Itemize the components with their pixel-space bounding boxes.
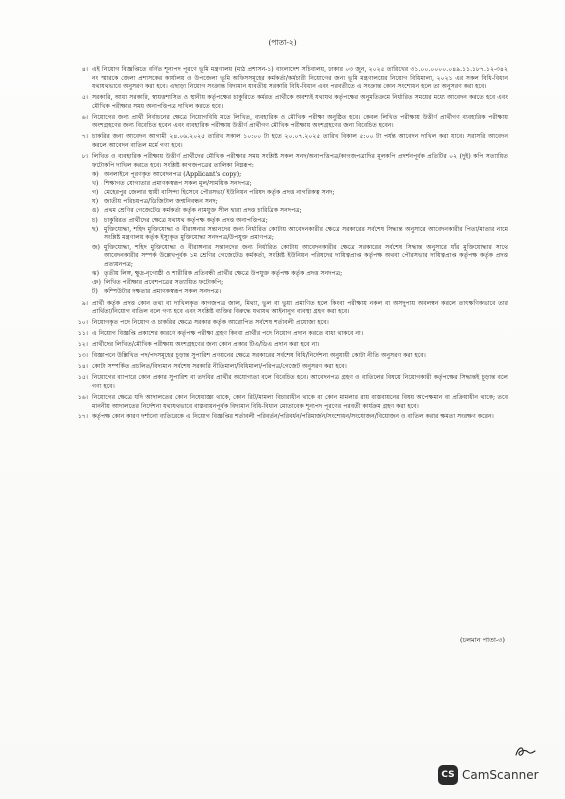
- continued-label: (চলমান পাতা-৩): [460, 636, 505, 644]
- checklist-letter: ঘ): [92, 198, 99, 206]
- checklist-letter: ঙ): [92, 207, 99, 215]
- checklist-text: তৃতীয় লিঙ্গ, ক্ষুদ্র-নৃগোষ্ঠী ও শারীরিক প্রতিবন্ধী প্রার্থীর ক্ষেত্রে উপযুক্ত কর্তৃপক্ষ কর্তৃক প্রদত্ত সনদপত্র;: [104, 269, 343, 277]
- condition-number: ১৭।: [77, 413, 88, 421]
- checklist-text: জাতীয় পরিচয়পত্র/ডিজিটাল জন্মনিবন্ধন সনদ;: [104, 198, 218, 206]
- condition-number: ১৫।: [77, 374, 88, 382]
- condition-number: ১০।: [77, 319, 88, 327]
- condition-item: [68, 66, 508, 92]
- signature-mark: [512, 742, 538, 760]
- checklist-text: মুক্তিযোদ্ধা, শহিদ মুক্তিযোদ্ধা ও বীরাঙ্গনার সন্তানদের জন্য নির্ধারিত কোটায় আবেদনকারীর ক্ষেত্রে সরকারের সর্বশেষ সিদ্ধান্ত অনুসারে যাঁর মুক্তিযোদ্ধার সাথে আবেদনকারীর সম্পর্ক উল্লেখপূর্বক ১ম শ্রেণির গেজেটেড কর্মকর্তা, সংশ্লিষ্ট ইউনিয়ন পরিষদের দায়িত্বপ্রাপ্ত কর্তৃপক্ষ অথবা পৌরসভার দায়িত্বপ্রাপ্ত কর্তৃপক্ষ কর্তৃক প্রদত্ত প্রত্যয়নপত্র;: [104, 243, 508, 268]
- document-checklist-item: [92, 279, 508, 288]
- condition-body: [92, 133, 508, 150]
- condition-number: ১৩।: [77, 352, 88, 360]
- condition-body: [92, 66, 508, 92]
- condition-item: [68, 394, 508, 411]
- checklist-letter: ক): [92, 170, 99, 178]
- document-checklist: [92, 171, 508, 297]
- document-checklist-item: [92, 207, 508, 216]
- condition-body: [92, 300, 508, 317]
- document-checklist-item: [92, 270, 508, 279]
- document-checklist-item: [92, 217, 508, 226]
- checklist-letter: খ): [92, 179, 99, 187]
- condition-item: [68, 330, 508, 339]
- condition-text: প্রার্থী কর্তৃক প্রদত্ত কোন তথ্য বা দাখিলকৃত কাগজপত্র জাল, মিথ্যা, ভুল বা ভুয়া প্রমাণিত হলে কিংবা পরীক্ষায় নকল বা অসদুপায় অবলম্বন করলে তাৎক্ষণিকভাবে তার প্রার্থিতা/নিয়োগ বাতিল বলে গণ্য হবে এবং সংশ্লিষ্ট ব্যক্তির বিরুদ্ধে যথাযথ আইনানুগ ব্যবস্থা গ্রহণ করা হবে।: [92, 299, 508, 316]
- condition-item: [68, 300, 508, 317]
- checklist-text: লিখিত পরীক্ষার প্রবেশপত্রের সত্যায়িত ফটোকপি;: [104, 279, 224, 287]
- condition-text: সরকারি, আধা সরকারি, স্বায়ত্তশাসিত ও স্থানীয় কর্তৃপক্ষের চাকুরিতে কর্মরত প্রার্থীকে অবশ্যই যথাযথ কর্তৃপক্ষের অনুমতিক্রমে নির্ধারিত সময়ের মধ্যে আবেদন করতে হবে এবং মৌখিক পরীক্ষার সময় অনাপত্তিপত্র দাখিল করতে হবে।: [92, 94, 508, 110]
- condition-number: ৭।: [81, 133, 88, 141]
- checklist-letter: চ): [92, 216, 98, 224]
- condition-body: [92, 153, 508, 298]
- condition-body: [92, 363, 508, 372]
- condition-item: [68, 94, 508, 111]
- condition-text: এই নিয়োগ বিজ্ঞপ্তিতে বর্ণিত শূন্যপদ পূরণে ভূমি মন্ত্রণালয় (মাঠ প্রশাসন-১) বাংলাদেশ সচিবালয়, ঢাকার ০৩ জুন, ২০২৫ তারিখের ৩১.০০.০০০০.০৪৯.১১.১৮৭.১২-৩৪২ নং স্মারকে জেলা প্রশাসকের কার্যালয় ও উপজেলা ভূমি অফিসসমূহের কর্মকর্তা/কর্মচারী নিয়োগের জন্য ভূমি মন্ত্রণালয়ের নিয়োগ বিধিমালা, ২০২১ এর সকল বিধি-বিধান যথাযথভাবে অনুসরণ করা হবে। এছাড়া নিয়োগ সংক্রান্ত বিদ্যমান যাবতীয় সরকারি বিধি-বিধান এবং পরবর্তীতে এ সংক্রান্ত কোন সংশোধন হলে তা অনুসরণ করা হবে।: [92, 66, 508, 91]
- document-checklist-item: [92, 226, 508, 243]
- condition-item: [68, 114, 508, 131]
- condition-text: কর্তৃপক্ষ কোন কারণ দর্শানো ব্যতিরেকে এ নিয়োগ বিজ্ঞপ্তির শর্তাবলী পরিবর্তন/পরিবর্ধন/পরিমার্জন/সংশোধন/সংযোজন/বিয়োজন ও বাতিল করার ক্ষমতা সংরক্ষণ করেন।: [92, 413, 494, 421]
- condition-item: [68, 413, 508, 422]
- checklist-text: প্রথম শ্রেণির গেজেটেড কর্মকর্তা কর্তৃক নামযুক্ত সীল দ্বারা প্রদত্ত চারিত্রিক সনদপত্র;: [104, 207, 302, 215]
- checklist-text: মেহেরপুর জেলার স্থায়ী বাসিন্দা হিসেবে পৌরসভা/ ইউনিয়ন পরিষদ কর্তৃক প্রদত্ত নাগরিকত্ব সনদ;: [104, 188, 335, 196]
- condition-number: ৮।: [81, 152, 88, 160]
- condition-text: এ নিয়োগ বিজ্ঞপ্তি প্রকাশের কারণে কর্তৃপক্ষ পরীক্ষা গ্রহণ কিংবা প্রার্থীর পদে নিয়োগ প্রদান করতে বাধ্য থাকবে না।: [92, 330, 364, 338]
- checklist-text: কম্পিউটার দক্ষতার প্রমাণকস্বরূপ সকল সনদপত্র।: [104, 288, 222, 296]
- camscanner-name: CamScanner: [462, 768, 539, 782]
- condition-body: [92, 374, 508, 391]
- condition-item: [68, 153, 508, 298]
- condition-body: [92, 394, 508, 411]
- checklist-letter: ছ): [92, 225, 99, 233]
- condition-body: [92, 352, 508, 361]
- condition-text: লিখিত ও ব্যবহারিক পরীক্ষায় উত্তীর্ণ প্রার্থীদের মৌখিক পরীক্ষার সময় সংশ্লিষ্ট সকল সনদ/অনাপত্তিপত্র/কাগজপত্রাদির মূলকপি প্রদর্শনপূর্বক প্রতিটির ০২ (দুই) কপি সত্যায়িত ফটোকপি দাখিল করতে হবে। সংশ্লিষ্ট কাগজপত্রের তালিকা নিম্নরূপ:: [92, 152, 508, 169]
- condition-number: ৯।: [81, 299, 88, 307]
- checklist-text: চাকুরিরত প্রার্থীদের ক্ষেত্রে যথাযথ কর্তৃপক্ষ কর্তৃক প্রদত্ত অনাপত্তিপত্র;: [104, 216, 268, 224]
- condition-body: [92, 413, 508, 422]
- checklist-letter: ট): [92, 288, 98, 296]
- condition-number: ৬।: [81, 113, 88, 121]
- condition-text: নিয়োগকৃত পদে নিয়োগ ও চাকরির ক্ষেত্রে সরকার কর্তৃক আরোপিত সর্বশেষ শর্তাবলী প্রযোজ্য হবে।: [92, 319, 329, 327]
- condition-number: ১৪।: [77, 363, 88, 371]
- checklist-text: মুক্তিযোদ্ধা, শহিদ মুক্তিযোদ্ধা ও বীরাঙ্গনার সন্তানদের জন্য নির্ধারিত কোটায় আবেদনকারীর ক্ষেত্রে সরকারের সর্বশেষ সিদ্ধান্ত অনুসারে আবেদনকারীর পিতা/মাতার নামে সংশ্লিষ্ট মন্ত্রণালয় কর্তৃক ইস্যুকৃত মুক্তিযোদ্ধা সনদপত্র/উপযুক্ত প্রমাণপত্র;: [104, 225, 508, 242]
- condition-number: ১২।: [77, 341, 88, 349]
- document-checklist-item: [92, 180, 508, 189]
- condition-text: চাকরির জন্য আবেদন আগামী ২৪.০৬.২০২৫ তারিখ সকাল ১০:০০ টা হতে ২০.০৭.২০২৫ তারিখ বিকাল ৫:০০ টা পর্যন্ত আবেদন দাখিল করা যাবে। সরাসরি আবেদন করলে আবেদন বাতিল মর্মে গণ্য হবে।: [92, 133, 508, 149]
- document-checklist-item: [92, 288, 508, 297]
- condition-item: [68, 341, 508, 350]
- condition-number: ৪।: [81, 66, 88, 73]
- condition-text: নিয়োগের জন্য প্রার্থী নির্বাচনের ক্ষেত্রে নিয়োগবিধি মতে লিখিত, ব্যবহারিক ও মৌখিক পরীক্ষা অনুষ্ঠিত হবে। কেবল লিখিত পরীক্ষায় উত্তীর্ণ প্রার্থীগণ ব্যবহারিক পরীক্ষায় অংশগ্রহণের জন্য বিবেচিত হবেন এবং ব্যবহারিক পরীক্ষায় উত্তীর্ণ প্রার্থীগণ মৌখিক পরীক্ষায় অংশগ্রহণের জন্য বিবেচিত হবেন।: [92, 113, 508, 130]
- camscanner-logo-icon: CS: [438, 765, 458, 785]
- document-checklist-item: [92, 171, 508, 180]
- condition-item: [68, 352, 508, 361]
- document-checklist-item: [92, 189, 508, 198]
- condition-item: [68, 374, 508, 391]
- checklist-letter: ঝ): [92, 269, 100, 277]
- condition-text: নিয়োগের ব্যাপারে কোন প্রকার সুপারিশ বা তদবির প্রার্থীর অযোগ্যতা বলে বিবেচিত হবে। আবেদনপত্র গ্রহণ ও বাতিলের বিষয়ে নিয়োগকারী কর্তৃপক্ষের সিদ্ধান্তই চূড়ান্ত বলে গণ্য হবে।: [92, 374, 508, 390]
- document-checklist-item: [92, 244, 508, 270]
- document-checklist-item: [92, 198, 508, 207]
- checklist-text: শিক্ষাগত যোগ্যতার প্রমাণকস্বরূপ সকল মূল/সাময়িক সনদপত্র;: [104, 179, 252, 187]
- checklist-letter: গ): [92, 188, 99, 196]
- condition-text: কোটা সম্পর্কিত প্রচলিত/বিদ্যমান সর্বশেষ সরকারি নীতিমালা/বিধিমালা/পরিপত্র/গেজেট অনুসরণ করা হবে।: [92, 363, 347, 371]
- camscanner-badge: [438, 765, 539, 785]
- page-number: (পাতা-২): [268, 38, 297, 47]
- checklist-letter: ঞ): [92, 279, 101, 287]
- condition-number: ১৬।: [77, 393, 88, 401]
- condition-text: বিজ্ঞাপনে উল্লিখিত পদ/পদসমূহের চূড়ান্ত সুপারিশ প্রণয়নের ক্ষেত্রে সরকারের সর্বশেষ বিধি/নির্দেশনা অনুযায়ী কোটা নীতি অনুসরণ করা হবে।: [92, 352, 426, 360]
- condition-text: প্রার্থীদের লিখিত/মৌখিক পরীক্ষায় অংশগ্রহণের জন্য কোন প্রকার টিএ/ডিএ প্রদান করা হবে না।: [92, 341, 320, 349]
- condition-body: [92, 319, 508, 328]
- checklist-letter: জ): [92, 243, 100, 251]
- condition-text: নিয়োগের ক্ষেত্রে যদি আদালতের কোন নিষেধাজ্ঞা থাকে, কোন রিট/মামলা বিচারাধীন থাকে বা কোন মামলার রায় বাস্তবায়নের বিষয় অপেক্ষমান বা প্রক্রিয়াধীন থাকে; তবে মাননীয় আদালতের নির্দেশনা যথাযথভাবে বাস্তবায়নপূর্বক বিদ্যমান বিধি-বিধান মোতাবেক শূন্যপদ পূরণের পরবর্তী কার্যক্রম গ্রহণ করা হবে।: [92, 393, 508, 410]
- condition-number: ৫।: [81, 94, 88, 102]
- conditions-list: [68, 66, 508, 424]
- condition-body: [92, 341, 508, 350]
- condition-item: [68, 319, 508, 328]
- condition-body: [92, 114, 508, 131]
- condition-body: [92, 330, 508, 339]
- condition-item: [68, 133, 508, 150]
- condition-body: [92, 94, 508, 111]
- condition-number: ১১।: [77, 330, 88, 338]
- condition-item: [68, 363, 508, 372]
- checklist-text: অনলাইনে পূরণকৃত আবেদনপত্র (Applicant's copy);: [104, 170, 242, 178]
